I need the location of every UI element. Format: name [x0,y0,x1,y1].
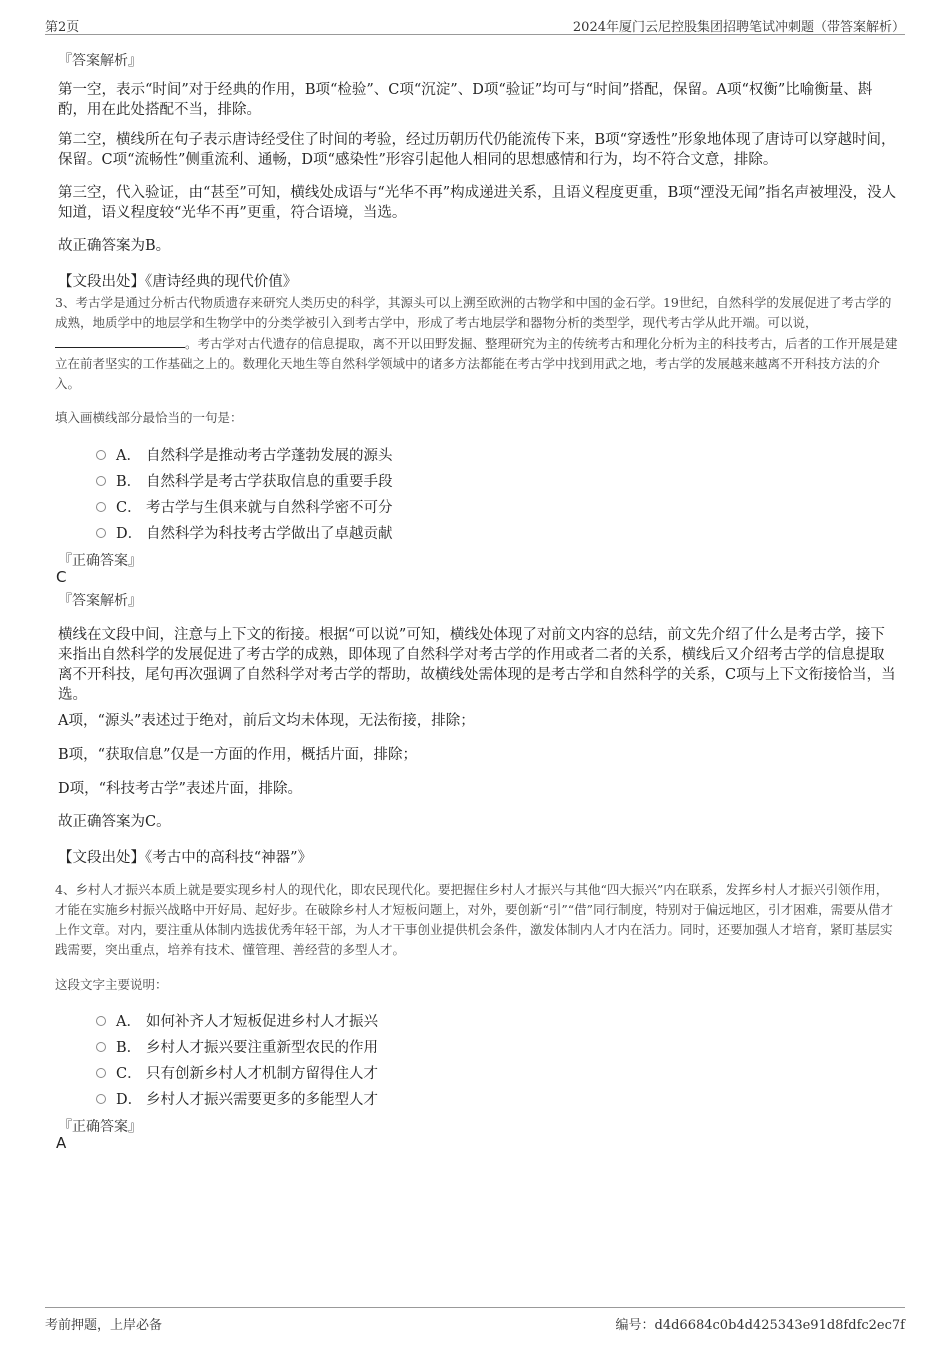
radio-icon[interactable] [96,1068,106,1078]
question-stem-part: 3、考古学是通过分析古代物质遗存来研究人类历史的科学，其源头可以上溯至欧洲的古物学和中国的金石学。19世纪，自然科学的发展促进了考古学的成熟，地质学中的地层学和生物学中的分类学被引入到考古学中，形成了考古地层学和器物分析的类型学，现代考古学从此开端。可以说， [55,295,892,330]
radio-icon[interactable] [96,450,106,460]
option-a[interactable]: A． 自然科学是推动考古学蓬勃发展的源头 [96,444,393,464]
correct-answer: A [56,1134,67,1152]
radio-icon[interactable] [96,1094,106,1104]
question-prompt: 这段文字主要说明： [55,977,168,992]
option-c[interactable]: C． 考古学与生俱来就与自然科学密不可分 [96,496,393,516]
document-title: 2024年厦门云尼控股集团招聘笔试冲刺题（带答案解析） [572,20,905,35]
option-c[interactable]: C． 只有创新乡村人才机制方留得住人才 [96,1062,378,1082]
radio-icon[interactable] [96,1016,106,1026]
page-header [45,12,905,35]
radio-icon[interactable] [96,502,106,512]
footer-slogan: 考前押题，上岸必备 [45,1318,163,1333]
question-stem [55,293,900,394]
analysis-paragraph: 第三空，代入验证，由“甚至”可知，横线处成语与“光华不再”构成递进关系，且语义程度更重，B项“湮没无闻”指名声被埋没，没人知道，语义程度较“光华不再”更重，符合语境，当选。 [58,185,897,221]
option-d[interactable]: D． 乡村人才振兴需要更多的多能型人才 [96,1088,378,1108]
radio-icon[interactable] [96,1042,106,1052]
radio-icon[interactable] [96,528,106,538]
analysis-paragraph: 横线在文段中间，注意与上下文的衔接。根据“可以说”可知，横线处体现了对前文内容的总结，前文先介绍了什么是考古学，接下来指出自然科学的发展促进了考古学的成熟，即体现了自然科学对考古学的作用或者二者的关系，横线后又介绍考古学的信息提取离不开科技，尾句再次强调了自然科学对考古学的帮助，故横线处需体现的是考古学和自然科学的关系，C项与上下文衔接恰当，当选。 [58,627,896,703]
radio-icon[interactable] [96,476,106,486]
question-stem-part: 。考古学对古代遗存的信息提取，离不开以田野发掘、整理研究为主的传统考古和理化分析为主的科技考古，后者的工作开展是建立在前者坚实的工作基础之上的。数理化天地生等自然科学领域中的诸多方法都能在考古学中找到用武之地，考古学的发展越来越离不开科技方法的介入。 [55,336,898,391]
correct-answer-label: 『正确答案』 [58,553,142,569]
question-stem: 4、乡村人才振兴本质上就是要实现乡村人的现代化，即农民现代化。要把握住乡村人才振兴与其他“四大振兴”内在联系，发挥乡村人才振兴引领作用，才能在实施乡村振兴战略中开好局、起好步。在破除乡村人才短板问题上，对外，要创新“引”“借”同行制度，特别对于偏远地区，引才困难，需要从借才上作文章。对内，要注重从体制内选拔优秀年轻干部，为人才干事创业提供机会条件，激发体制内人才内在活力。同时，还要加强人才培育，紧盯基层实践需要，突出重点，培养有技术、懂管理、善经营的多型人才。 [55,882,894,957]
conclusion: 故正确答案为B。 [58,238,171,254]
option-d[interactable]: D． 自然科学为科技考古学做出了卓越贡献 [96,522,393,542]
analysis-label: 『答案解析』 [58,53,142,69]
page-number: 第2页 [45,20,80,35]
analysis-paragraph: D项，“科技考古学”表述片面，排除。 [58,781,302,797]
option-b[interactable]: B． 乡村人才振兴要注重新型农民的作用 [96,1036,378,1056]
analysis-paragraph: B项，“获取信息”仅是一方面的作用，概括片面，排除； [58,747,417,763]
correct-answer: C [56,568,67,586]
correct-answer-label: 『正确答案』 [58,1119,142,1135]
source-citation: 【文段出处】《考古中的高科技“神器”》 [58,850,313,866]
page-footer [45,1307,905,1334]
option-a[interactable]: A． 如何补齐人才短板促进乡村人才振兴 [96,1010,378,1030]
analysis-paragraph: 第一空，表示“时间”对于经典的作用，B项“检验”、C项“沉淀”、D项“验证”均可与“时间”搭配，保留。A项“权衡”比喻衡量、斟酌，用在此处搭配不当，排除。 [58,82,873,118]
fill-blank [55,333,185,348]
question-prompt: 填入画横线部分最恰当的一句是： [55,410,243,425]
analysis-paragraph: 第二空，横线所在句子表示唐诗经受住了时间的考验，经过历朝历代仍能流传下来，B项“穿透性”形象地体现了唐诗可以穿越时间，保留。C项“流畅性”侧重流利、通畅，D项“感染性”形容引起他人相同的思想感情和行为，均不符合文意，排除。 [58,132,896,168]
source-citation: 【文段出处】《唐诗经典的现代价值》 [58,274,298,290]
option-b[interactable]: B． 自然科学是考古学获取信息的重要手段 [96,470,393,490]
analysis-label: 『答案解析』 [58,593,142,609]
document-id: 编号：d4d6684c0b4d425343e91d8fdfc2ec7f [615,1318,905,1333]
analysis-paragraph: A项，“源头”表述过于绝对，前后文均未体现，无法衔接，排除； [58,713,475,729]
conclusion: 故正确答案为C。 [58,814,171,830]
